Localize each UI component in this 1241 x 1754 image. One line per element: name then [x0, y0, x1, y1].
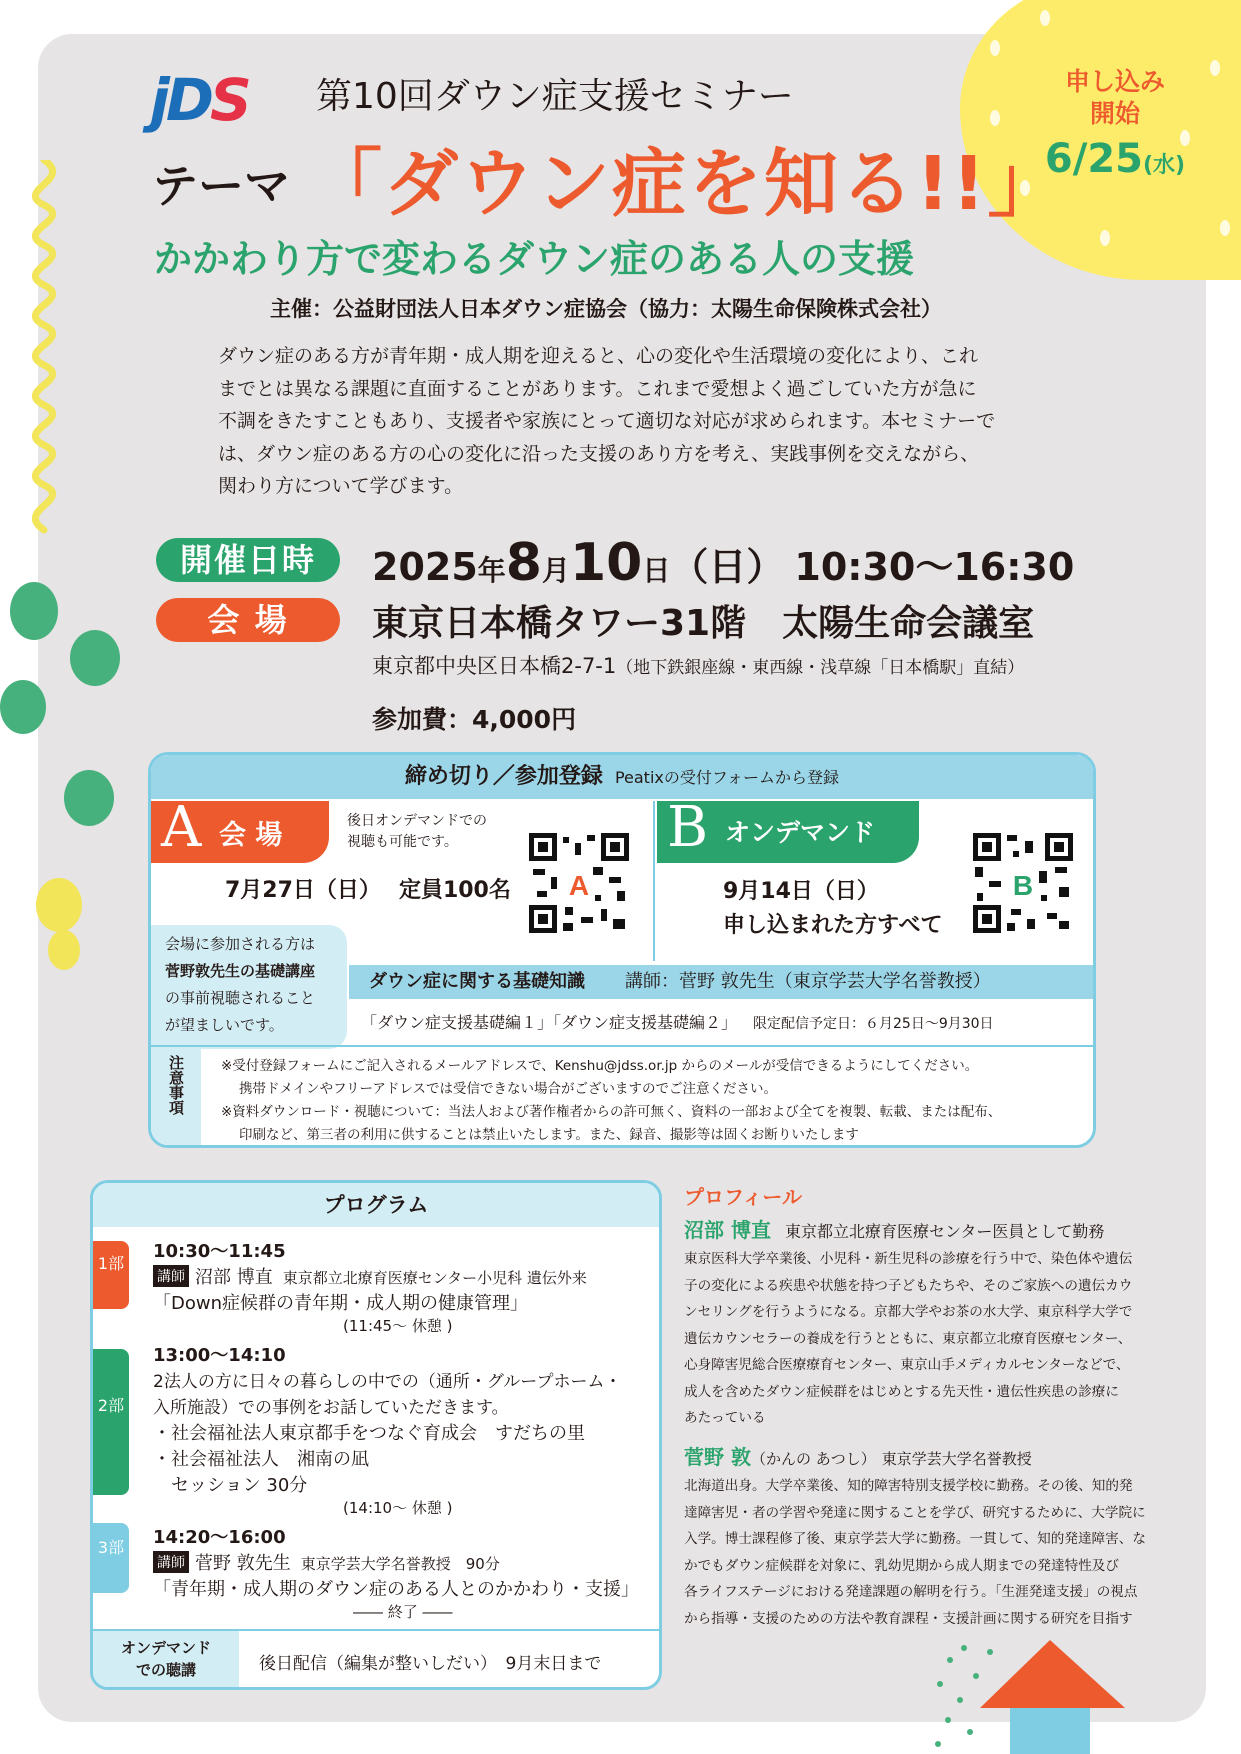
option-a-deadline: 7月27日（日） 定員100名 [225, 878, 511, 903]
registration-header: 締め切り／参加登録 Peatixの受付フォームから登録 [151, 755, 1093, 799]
profile-1-header: 沼部 博直 東京都立北療育医療センター医員として勤務 [684, 1217, 1105, 1242]
signup-start [1030, 66, 1200, 182]
caution-text: ※受付登録フォームにご記入されるメールアドレスで、Kenshu@jdss.or.jp からのメールが受信できるようにしてください。 携帯ドメインやフリーアドレスでは受信できない場合がございますのでご注意ください。 ※資料ダウンロード・視聴について：当法人および著作権者からの許可無く、資料の一部および全てを複製、転載、または配布、 印刷など、第三者の利用に供することは禁止いたします。また、録音、撮影等は固くお断りいたします [221, 1058, 1002, 1143]
venue-label: 会 場 [156, 598, 340, 642]
qr-code-a[interactable] [529, 833, 629, 933]
seminar-title: 第10回ダウン症支援セミナー [316, 76, 794, 117]
part1-tab: 1部 [93, 1241, 129, 1309]
theme-title: 「ダウン症を知る!!」 [308, 141, 1064, 227]
qr-mark-a: A [568, 870, 590, 901]
event-address: 東京都中央区日本橋2-7-1（地下鉄銀座線・東西線・浅草線「日本橋駅」直結） [372, 654, 1025, 678]
green-dot [64, 770, 114, 826]
part1-speaker: 講師 沼部 博直 東京都立北療育医療センター小児科 遺伝外来 [153, 1263, 587, 1289]
part3-speaker: 講師 菅野 敦先生 東京学芸大学名誉教授 90分 [153, 1549, 500, 1575]
part3-tab: 3部 [93, 1523, 129, 1593]
profile-2-header: 菅野 敦（かんの あつし） 東京学芸大学名誉教授 [684, 1444, 1032, 1469]
divider [653, 801, 655, 961]
profile-1-text: 東京医科大学卒業後、小児科・新生児科の診療を行う中で、染色体や遺伝 子の変化による疾患や状態を持つ子どもたちや、そのご家族への遺伝カウ ンセリングを行うようになる。京都大学やお茶の水大学、東京科学大学で 遺伝カウンセラーの養成を行うとともに、東京都立北療育医療センター、 心身障害児総合医療療育センター、東京山手メディカルセンターなどで、 成人を含めたダウン症候群をはじめとする先天性・遺伝性疾患の診療に あたっている [684, 1251, 1133, 1426]
green-dot [0, 680, 46, 734]
profile-2-text: 北海道出身。大学卒業後、知的障害特別支援学校に勤務。その後、知的発 達障害児・者の学習や発達に関することを学び、研究するために、大学院に 入学。博士課程修了後、東京学芸大学に勤務。一貫して、知的発達障害、な かでもダウン症候群を対象に、乳幼児期から成人期までの発達特性及び 各ライフステージにおける発達課題の解明を行う。「生涯発達支援」の視点 から指導・支援のための方法や教育課程・支援計画に関する研究を目指す [684, 1478, 1146, 1627]
qr-code-b[interactable] [973, 833, 1073, 933]
subtitle: かかわり方で変わるダウン症のある人の支援 [154, 237, 915, 281]
option-b-deadline: 9月14日（日） 申し込まれた方すべて [723, 879, 943, 938]
signup-line2: 開始 [1089, 99, 1140, 128]
prerequisite-note: 会場に参加される方は 菅野敦先生の基礎講座 の事前視聴されること が望ましいです。 [151, 925, 347, 1049]
green-dot [70, 630, 120, 686]
option-a-tab: A 会 場 [151, 801, 329, 863]
signup-weekday: (水) [1142, 153, 1186, 178]
course-header: ダウン症に関する基礎知識 講師：菅野 敦先生（東京学芸大学名誉教授） [349, 965, 1096, 999]
theme-label: テーマ [152, 159, 290, 213]
ondemand-label: オンデマンド での聴講 [93, 1631, 239, 1689]
profile-title: プロフィール [684, 1185, 802, 1209]
program-box: プログラム 1部 10:30〜11:45 講師 沼部 博直 東京都立北療育医療センター小児科 遺伝外来 「Down症候群の青年期・成人期の健康管理」 (11:45〜 休憩 ) 2部 13:00〜14:10 2法人の方に日々の暮らしの中での（通所・グループホーム・ 入所施設）での事例をお話していただきます。 ・社会福祉法人東京都手をつなぐ育成会 すだちの里 ・社会福祉法人 湘南の凪 セッション 30分 (14:10〜 休憩 ) 3部 14:20〜16:00 講師 菅野 敦先生 東京学芸大学名誉教授 90分 「青年期・成人期のダウン症のある人とのかかわり・支援」 ―― 終了 ―― オンデマンド での聴講 後日配信（編集が整いしだい） 9月末日まで [90, 1180, 662, 1690]
qr-mark-b: B [1012, 870, 1034, 901]
caution-label: 注意事項 [167, 1055, 185, 1115]
signup-line1: 申し込み [1064, 67, 1165, 96]
jds-logo: jDS [150, 66, 248, 134]
option-a-note: 後日オンデマンドでの 視聴も可能です。 [347, 813, 487, 850]
event-fee: 参加費：4,000円 [372, 705, 577, 734]
date-label: 開催日時 [156, 538, 340, 582]
course-items: 「ダウン症支援基礎編１」「ダウン症支援基礎編２」 限定配信予定日：６月25日〜9月30日 [361, 1013, 994, 1032]
intro-text: ダウン症のある方が青年期・成人期を迎えると、心の変化や生活環境の変化により、これ までとは異なる課題に直面することがあります。これまで愛想よく過ごしていた方が急に 不調をきたすこともあり、支援者や家族にとって適切な対応が求められます。本セミナーで は、ダウン症のある方の心の変化に沿った支援のあり方を考え、実践事例を交えながら、 関わり方について学びます。 [218, 345, 996, 497]
event-venue: 東京日本橋タワー31階 太陽生命会議室 [372, 603, 1035, 644]
profile-section [684, 1184, 1164, 1632]
loop-decoration-icon [14, 160, 74, 540]
yellow-dot [36, 878, 82, 932]
divider [151, 1045, 1096, 1047]
yellow-dot [48, 930, 80, 970]
event-date: 2025年8月10日（日） 10:30〜16:30 [372, 533, 1075, 593]
part2-tab: 2部 [93, 1349, 129, 1495]
green-dot [10, 582, 58, 640]
house-decoration-icon [930, 1640, 1160, 1754]
signup-date: 6/25 [1044, 136, 1143, 182]
registration-box [148, 752, 1096, 1148]
option-b-tab: B オンデマンド [657, 801, 919, 863]
ondemand-text: 後日配信（編集が整いしだい） 9月末日まで [259, 1654, 602, 1674]
program-title: プログラム [93, 1183, 659, 1227]
host-line: 主催：公益財団法人日本ダウン症協会（協力：太陽生命保険株式会社） [270, 297, 942, 321]
